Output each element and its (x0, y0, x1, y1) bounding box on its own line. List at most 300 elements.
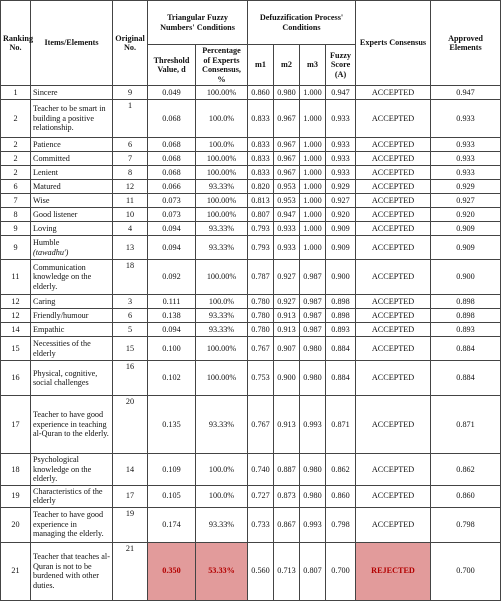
approved-cell (431, 86, 501, 100)
original-no-cell (113, 507, 148, 542)
rank-cell (1, 194, 31, 208)
m2-cell-text: 0.967 (277, 113, 296, 123)
fuzzy-score-cell (326, 485, 356, 507)
m3-cell-text: 0.980 (303, 464, 322, 474)
m3-cell (300, 100, 326, 138)
m2-cell-text: 0.913 (277, 310, 296, 320)
header-m2: m2 (274, 45, 300, 86)
m3-cell (300, 194, 326, 208)
item-cell (31, 194, 113, 208)
m2-cell (274, 180, 300, 194)
approved-cell (431, 194, 501, 208)
m2-cell (274, 236, 300, 260)
threshold-cell-text: 0.049 (162, 87, 181, 97)
percentage-cell (196, 485, 248, 507)
fuzzy-score-cell (326, 337, 356, 361)
consensus-cell-text: ACCEPTED (371, 343, 415, 353)
approved-cell-text: 0.933 (456, 153, 475, 163)
table-row (1, 222, 501, 236)
item-cell (31, 208, 113, 222)
threshold-cell (148, 323, 196, 337)
table-body (1, 86, 501, 601)
item-cell (31, 507, 113, 542)
original-no-cell (113, 100, 148, 138)
m1-cell-text: 0.833 (251, 113, 270, 123)
item-cell-text: Empathic (33, 324, 65, 334)
rank-cell-text: 18 (11, 464, 20, 474)
percentage-cell (196, 180, 248, 194)
consensus-cell (356, 361, 431, 396)
rank-cell (1, 323, 31, 337)
percentage-cell-text: 100.00% (206, 87, 237, 97)
approved-cell-text: 0.933 (456, 139, 475, 149)
rank-cell (1, 507, 31, 542)
item-cell-text: Communication knowledge on the elderly. (33, 262, 92, 291)
m3-cell (300, 260, 326, 295)
approved-cell-text: 0.927 (456, 195, 475, 205)
approved-cell-text: 0.909 (456, 223, 475, 233)
table-row (1, 507, 501, 542)
table-row (1, 152, 501, 166)
original-no-cell-text: 12 (125, 181, 135, 191)
threshold-cell-text: 0.092 (162, 272, 181, 282)
rank-cell (1, 180, 31, 194)
threshold-cell (148, 180, 196, 194)
threshold-cell (148, 138, 196, 152)
original-no-cell (113, 542, 148, 600)
header-experts-consensus: Experts Consensus (356, 1, 431, 86)
consensus-cell-text: ACCEPTED (371, 209, 415, 219)
rank-cell-text: 12 (11, 310, 20, 320)
m2-cell (274, 337, 300, 361)
approved-cell-text: 0.933 (456, 113, 475, 123)
fuzzy-score-cell-text: 0.898 (331, 310, 350, 320)
header-defuzzification: Defuzzification Process' Conditions (248, 1, 356, 45)
original-no-cell (113, 337, 148, 361)
header-ranking: Ranking No. (1, 1, 31, 86)
rank-cell-text: 9 (13, 242, 18, 252)
consensus-cell (356, 542, 431, 600)
header-triangular-fuzzy: Triangular Fuzzy Numbers' Conditions (148, 1, 248, 45)
m1-cell (248, 337, 274, 361)
item-cell-text: Physical, cognitive, social challenges (33, 368, 98, 387)
m3-cell-text: 1.000 (303, 209, 322, 219)
m2-cell-text: 0.933 (277, 223, 296, 233)
consensus-cell (356, 222, 431, 236)
percentage-cell (196, 222, 248, 236)
fuzzy-score-cell-text: 0.947 (331, 87, 350, 97)
percentage-cell (196, 337, 248, 361)
approved-cell-text: 0.947 (456, 87, 475, 97)
header-threshold: Threshold Value, d (148, 45, 196, 86)
m2-cell (274, 260, 300, 295)
fuzzy-score-cell-text: 0.909 (331, 242, 350, 252)
m1-cell-text: 0.767 (251, 419, 270, 429)
m3-cell-text: 1.000 (303, 167, 322, 177)
percentage-cell (196, 208, 248, 222)
approved-cell (431, 100, 501, 138)
fuzzy-score-cell (326, 507, 356, 542)
m3-cell-text: 0.993 (303, 519, 322, 529)
m2-cell-text: 0.967 (277, 139, 296, 149)
item-cell (31, 396, 113, 454)
rank-cell-text: 14 (11, 324, 20, 334)
original-no-cell (113, 454, 148, 486)
item-cell-text: Humble (33, 238, 60, 247)
threshold-cell (148, 337, 196, 361)
m1-cell-text: 0.733 (251, 519, 270, 529)
fuzzy-score-cell (326, 194, 356, 208)
original-no-cell-text: 19 (125, 508, 135, 518)
original-no-cell-text: 15 (125, 343, 135, 353)
table-row (1, 309, 501, 323)
approved-cell (431, 152, 501, 166)
item-cell-text: Matured (33, 181, 61, 191)
approved-cell-text: 0.884 (456, 373, 475, 383)
table-row (1, 166, 501, 180)
percentage-cell (196, 86, 248, 100)
rank-cell-text: 1 (13, 87, 18, 97)
m1-cell (248, 295, 274, 309)
m2-cell (274, 361, 300, 396)
item-cell (31, 138, 113, 152)
m2-cell-text: 0.933 (277, 242, 296, 252)
item-cell-text: Teacher to have good experience in managing the elderly. (33, 510, 104, 539)
approved-cell (431, 323, 501, 337)
threshold-cell (148, 166, 196, 180)
percentage-cell (196, 194, 248, 208)
rank-cell (1, 208, 31, 222)
item-cell-text: Characteristics of the elderly (33, 486, 103, 505)
rank-cell-text: 20 (11, 519, 20, 529)
item-cell (31, 152, 113, 166)
m2-cell-text: 0.913 (277, 419, 296, 429)
approved-cell-text: 0.898 (456, 296, 475, 306)
original-no-cell-text: 3 (127, 296, 133, 306)
item-cell-text: Necessities of the elderly (33, 339, 91, 358)
m1-cell-text: 0.727 (251, 491, 270, 501)
rank-cell (1, 86, 31, 100)
header-approved-elements: Approved Elements (431, 1, 501, 86)
fuzzy-score-cell (326, 396, 356, 454)
original-no-cell-text: 21 (125, 543, 135, 553)
m3-cell-text: 1.000 (303, 113, 322, 123)
m2-cell (274, 100, 300, 138)
m2-cell-text: 0.980 (277, 87, 296, 97)
item-cell-text: Good listener (33, 209, 78, 219)
approved-cell (431, 180, 501, 194)
m1-cell (248, 180, 274, 194)
m1-cell-text: 0.780 (251, 324, 270, 334)
item-cell (31, 222, 113, 236)
m1-cell-text: 0.833 (251, 139, 270, 149)
m1-cell (248, 208, 274, 222)
threshold-cell (148, 361, 196, 396)
m2-cell (274, 86, 300, 100)
fuzzy-score-cell-text: 0.933 (331, 153, 350, 163)
table-row (1, 396, 501, 454)
table-row (1, 208, 501, 222)
table-header (1, 1, 501, 86)
rank-cell (1, 236, 31, 260)
m2-cell (274, 309, 300, 323)
fuzzy-score-cell-text: 0.862 (331, 464, 350, 474)
fuzzy-score-cell-text: 0.900 (331, 272, 350, 282)
item-cell (31, 100, 113, 138)
consensus-cell (356, 323, 431, 337)
original-no-cell-text: 8 (127, 167, 133, 177)
approved-cell (431, 208, 501, 222)
rank-cell-text: 15 (11, 343, 20, 353)
threshold-cell-text: 0.068 (162, 139, 181, 149)
percentage-cell (196, 260, 248, 295)
approved-cell (431, 138, 501, 152)
m2-cell-text: 0.713 (277, 566, 296, 576)
approved-cell-text: 0.700 (456, 566, 475, 576)
original-no-cell (113, 361, 148, 396)
percentage-cell (196, 236, 248, 260)
original-no-cell (113, 138, 148, 152)
m1-cell (248, 507, 274, 542)
consensus-cell-text: ACCEPTED (371, 167, 415, 177)
threshold-cell-text: 0.100 (162, 343, 181, 353)
consensus-cell-text: REJECTED (371, 566, 415, 576)
original-no-cell (113, 295, 148, 309)
fuzzy-score-cell-text: 0.860 (331, 491, 350, 501)
m2-cell-text: 0.873 (277, 491, 296, 501)
threshold-cell (148, 507, 196, 542)
m2-cell (274, 138, 300, 152)
m3-cell-text: 0.980 (303, 373, 322, 383)
original-no-cell (113, 180, 148, 194)
consensus-cell (356, 337, 431, 361)
threshold-cell (148, 454, 196, 486)
m3-cell-text: 1.000 (303, 195, 322, 205)
threshold-cell (148, 222, 196, 236)
table-row (1, 323, 501, 337)
approved-cell-text: 0.909 (456, 242, 475, 252)
approved-cell (431, 222, 501, 236)
approved-cell (431, 236, 501, 260)
percentage-cell (196, 309, 248, 323)
consensus-cell-text: ACCEPTED (371, 153, 415, 163)
original-no-cell-text: 6 (127, 139, 133, 149)
percentage-cell-text: 100.0% (208, 296, 235, 306)
fuzzy-score-cell-text: 0.927 (331, 195, 350, 205)
rank-cell-text: 21 (11, 566, 20, 576)
consensus-cell (356, 100, 431, 138)
fuzzy-score-cell (326, 166, 356, 180)
consensus-cell-text: ACCEPTED (371, 310, 415, 320)
consensus-cell-text: ACCEPTED (371, 113, 415, 123)
m1-cell-text: 0.753 (251, 373, 270, 383)
item-cell-text: Psychological knowledge on the elderly. (33, 455, 92, 483)
m2-cell-text: 0.953 (277, 181, 296, 191)
rank-cell-text: 6 (13, 181, 18, 191)
approved-cell (431, 295, 501, 309)
m2-cell-text: 0.927 (277, 272, 296, 282)
original-no-cell (113, 86, 148, 100)
threshold-cell-text: 0.066 (162, 181, 181, 191)
item-cell (31, 86, 113, 100)
table-row (1, 485, 501, 507)
fuzzy-score-cell-text: 0.871 (331, 419, 350, 429)
header-m1: m1 (248, 45, 274, 86)
rank-cell-text: 11 (11, 272, 20, 282)
threshold-cell-text: 0.094 (162, 242, 181, 252)
rank-cell (1, 454, 31, 486)
item-cell (31, 485, 113, 507)
consensus-cell-text: ACCEPTED (371, 139, 415, 149)
m2-cell (274, 396, 300, 454)
percentage-cell-text: 100.0% (208, 491, 235, 501)
m1-cell-text: 0.807 (251, 209, 270, 219)
consensus-cell-text: ACCEPTED (371, 242, 415, 252)
percentage-cell-text: 93.33% (208, 419, 235, 429)
m2-cell (274, 323, 300, 337)
m3-cell (300, 236, 326, 260)
item-cell-text: Teacher to be smart in building a positive relationship. (33, 104, 106, 133)
percentage-cell-text: 53.33% (208, 566, 235, 576)
rank-cell-text: 7 (13, 195, 18, 205)
threshold-cell-text: 0.094 (162, 223, 181, 233)
header-m3: m3 (300, 45, 326, 86)
percentage-cell-text: 100.00% (206, 272, 237, 282)
consensus-cell-text: ACCEPTED (371, 181, 415, 191)
consensus-cell-text: ACCEPTED (371, 491, 415, 501)
m1-cell (248, 323, 274, 337)
rank-cell-text: 2 (13, 167, 18, 177)
m3-cell (300, 180, 326, 194)
original-no-cell-text: 6 (127, 310, 133, 320)
m2-cell-text: 0.900 (277, 373, 296, 383)
approved-cell (431, 396, 501, 454)
header-items: Items/Elements (31, 1, 113, 86)
table-row (1, 100, 501, 138)
m1-cell-text: 0.793 (251, 242, 270, 252)
consensus-cell-text: ACCEPTED (371, 519, 415, 529)
table-row (1, 86, 501, 100)
percentage-cell-text: 93.33% (208, 181, 235, 191)
header-original-no: Original No. (113, 1, 148, 86)
approved-cell (431, 485, 501, 507)
m2-cell (274, 152, 300, 166)
m3-cell-text: 0.987 (303, 296, 322, 306)
approved-cell (431, 454, 501, 486)
rank-cell-text: 9 (13, 223, 18, 233)
consensus-cell (356, 194, 431, 208)
percentage-cell (196, 152, 248, 166)
threshold-cell (148, 208, 196, 222)
threshold-cell-text: 0.073 (162, 195, 181, 205)
fuzzy-score-cell-text: 0.933 (331, 139, 350, 149)
m3-cell (300, 152, 326, 166)
threshold-cell-text: 0.174 (162, 519, 181, 529)
original-no-cell (113, 485, 148, 507)
percentage-cell-text: 100.0% (208, 464, 235, 474)
original-no-cell-text: 13 (125, 242, 135, 252)
item-cell (31, 260, 113, 295)
consensus-cell (356, 396, 431, 454)
m2-cell (274, 542, 300, 600)
fuzzy-score-cell (326, 152, 356, 166)
m1-cell (248, 166, 274, 180)
item-cell (31, 295, 113, 309)
threshold-cell-text: 0.138 (162, 310, 181, 320)
m3-cell (300, 323, 326, 337)
fuzzy-score-cell (326, 323, 356, 337)
m1-cell-text: 0.740 (251, 464, 270, 474)
m2-cell-text: 0.953 (277, 195, 296, 205)
rank-cell-text: 2 (13, 153, 18, 163)
m3-cell-text: 0.980 (303, 343, 322, 353)
consensus-cell-text: ACCEPTED (371, 373, 415, 383)
item-cell-text: Loving (33, 223, 57, 233)
percentage-cell-text: 100.00% (206, 343, 237, 353)
consensus-cell-text: ACCEPTED (371, 324, 415, 334)
m3-cell (300, 396, 326, 454)
rank-cell (1, 152, 31, 166)
original-no-cell-text: 1 (127, 101, 133, 110)
fuzzy-score-cell (326, 454, 356, 486)
approved-cell (431, 361, 501, 396)
m1-cell (248, 138, 274, 152)
table-row (1, 138, 501, 152)
table-row (1, 180, 501, 194)
approved-cell-text: 0.862 (456, 464, 475, 474)
consensus-cell (356, 166, 431, 180)
approved-cell-text: 0.871 (456, 419, 475, 429)
fuzzy-score-cell-text: 0.884 (331, 343, 350, 353)
original-no-cell-text: 10 (125, 209, 135, 219)
item-cell-text: Wise (33, 195, 50, 205)
m1-cell-text: 0.860 (251, 87, 270, 97)
m1-cell-text: 0.780 (251, 296, 270, 306)
m3-cell (300, 86, 326, 100)
m3-cell (300, 507, 326, 542)
threshold-cell-text: 0.105 (162, 491, 181, 501)
percentage-cell (196, 295, 248, 309)
item-italic-text: (tawadhu') (33, 247, 69, 257)
rank-cell-text: 19 (11, 491, 20, 501)
m2-cell-text: 0.913 (277, 324, 296, 334)
percentage-cell (196, 542, 248, 600)
consensus-cell-text: ACCEPTED (371, 419, 415, 429)
approved-cell (431, 507, 501, 542)
original-no-cell-text: 16 (125, 362, 135, 371)
threshold-cell-text: 0.068 (162, 113, 181, 123)
item-cell-text: Caring (33, 296, 56, 306)
threshold-cell (148, 86, 196, 100)
m3-cell (300, 361, 326, 396)
m3-cell (300, 309, 326, 323)
rank-cell (1, 485, 31, 507)
consensus-cell (356, 86, 431, 100)
m3-cell-text: 0.987 (303, 272, 322, 282)
fuzzy-score-cell (326, 236, 356, 260)
m3-cell (300, 295, 326, 309)
m2-cell-text: 0.867 (277, 519, 296, 529)
threshold-cell (148, 485, 196, 507)
percentage-cell-text: 100.00% (206, 373, 237, 383)
rank-cell (1, 309, 31, 323)
threshold-cell (148, 260, 196, 295)
approved-cell (431, 542, 501, 600)
original-no-cell-text: 14 (125, 464, 135, 474)
threshold-cell (148, 236, 196, 260)
m2-cell (274, 222, 300, 236)
fuzzy-score-cell-text: 0.893 (331, 324, 350, 334)
